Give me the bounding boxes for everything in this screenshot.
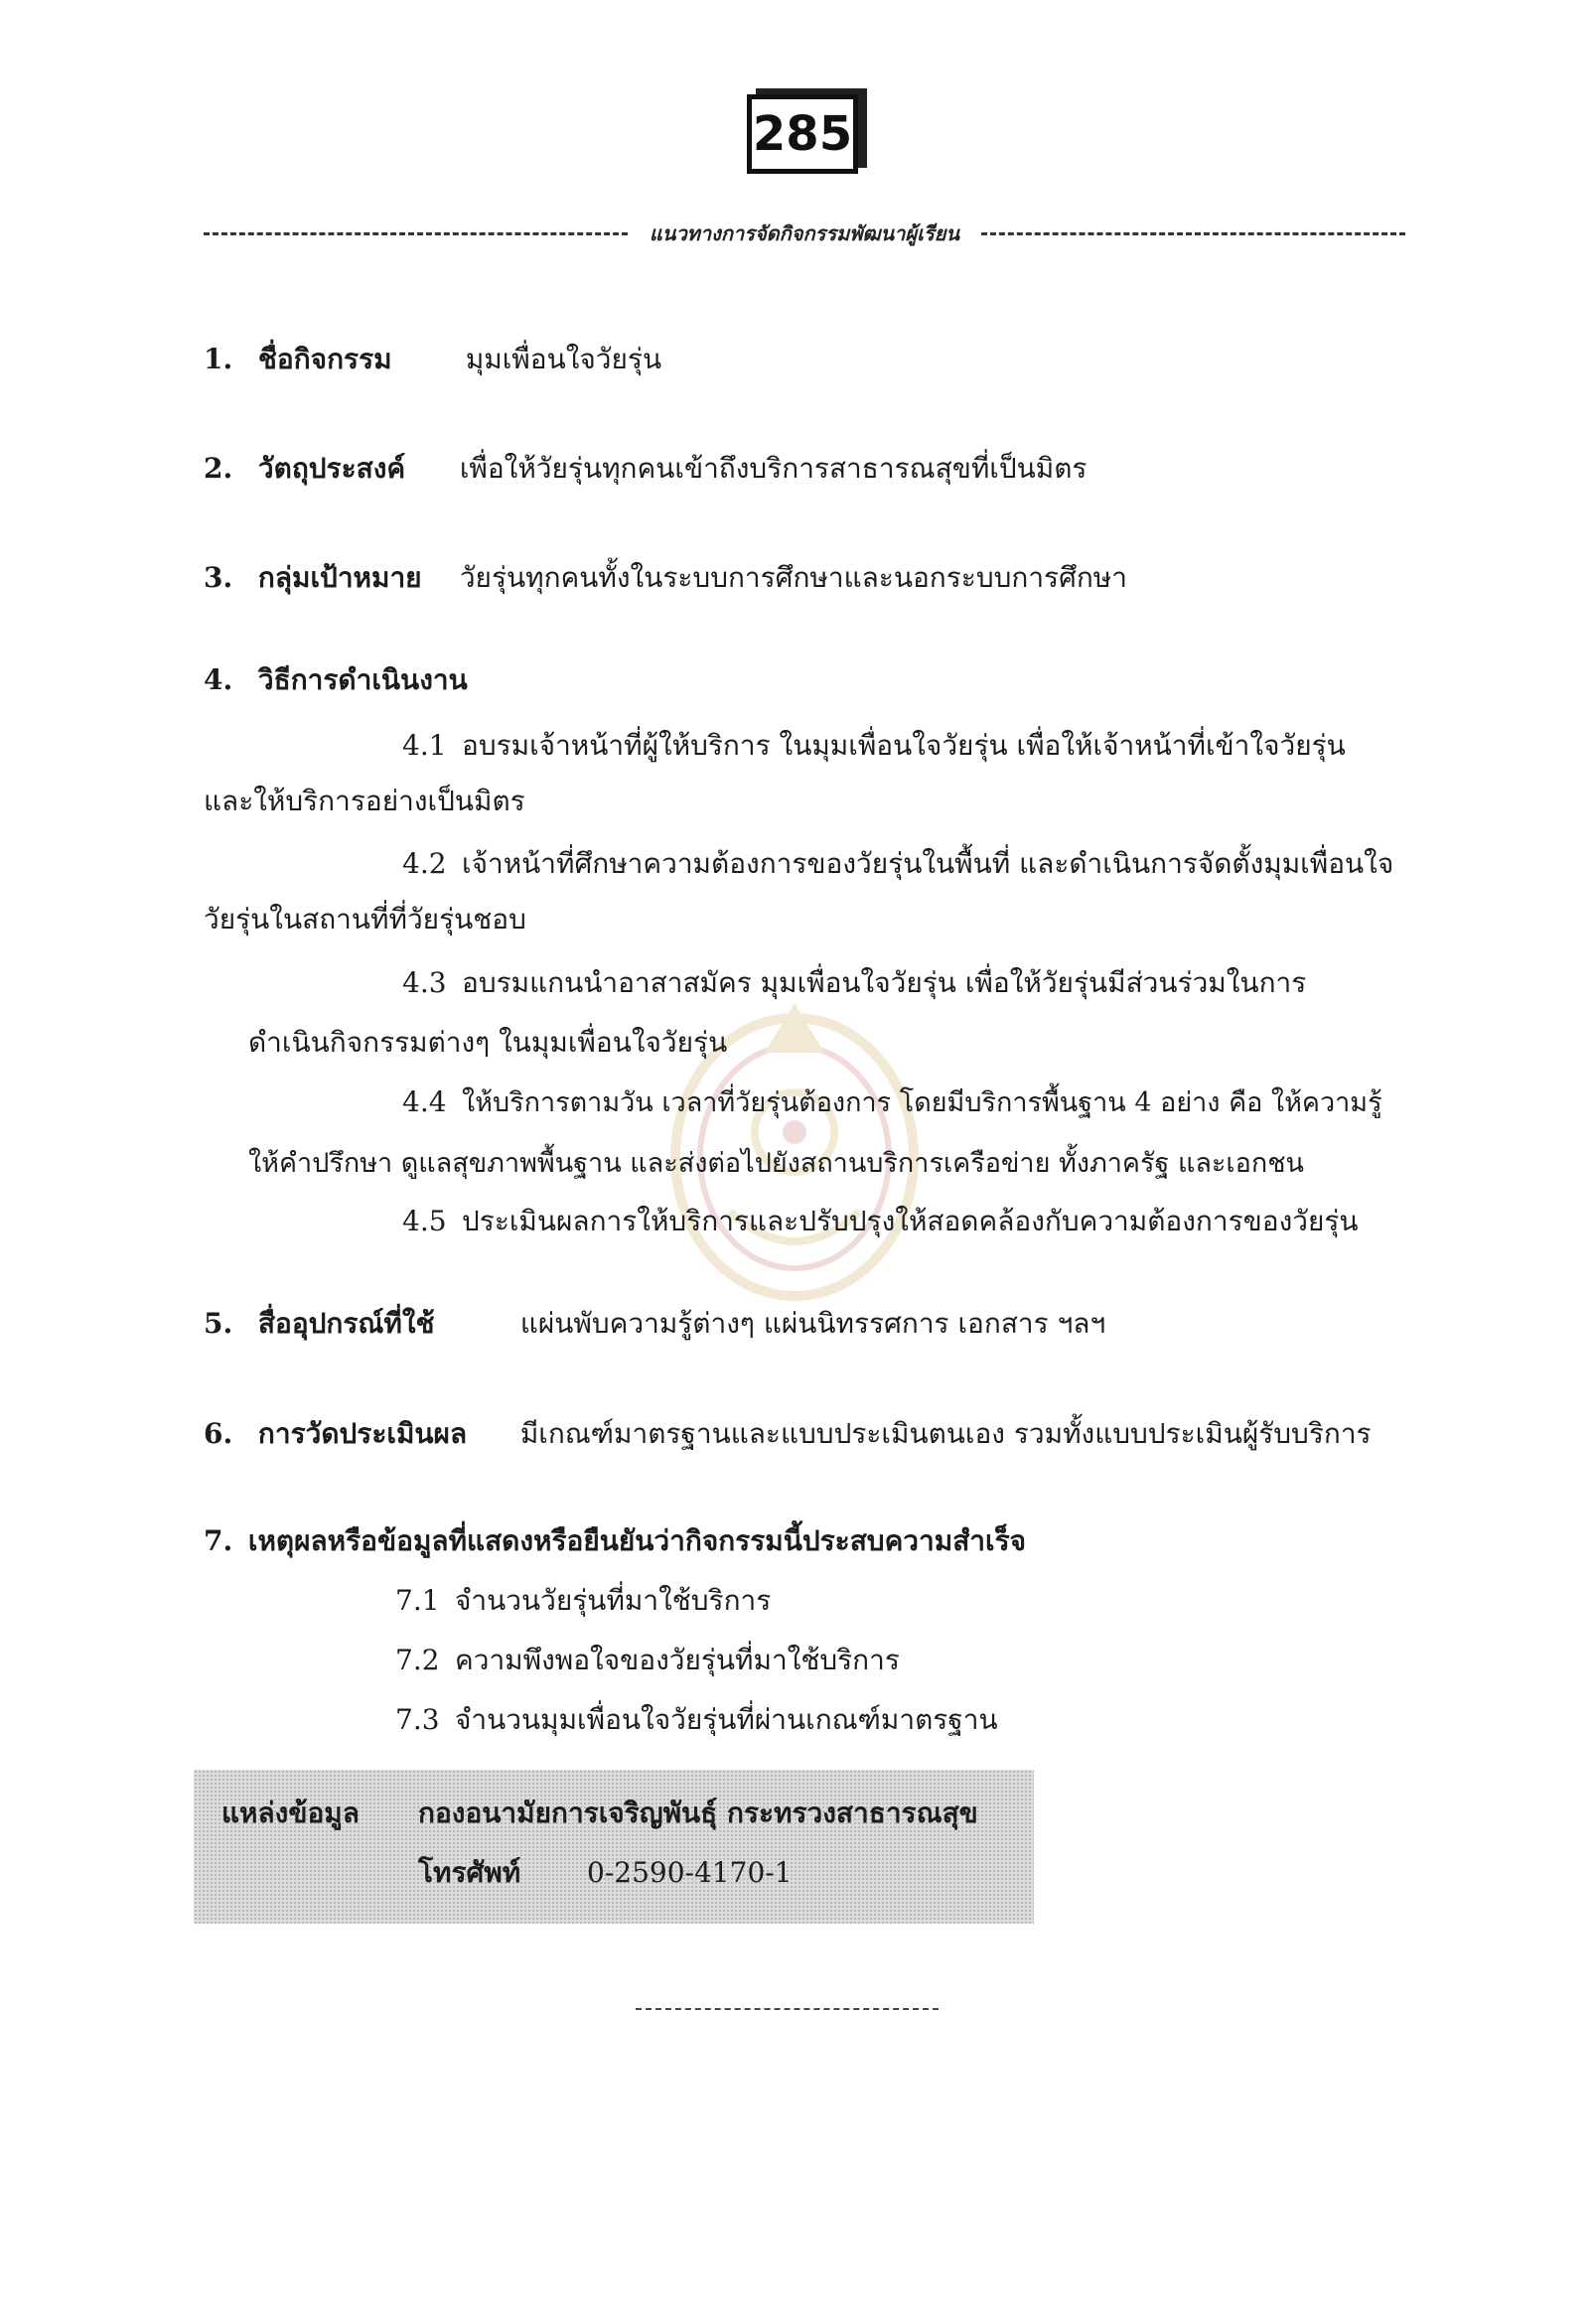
procedure-item-number: 4.5 — [402, 1205, 447, 1237]
list-item-number: 7.2 — [395, 1644, 440, 1676]
section-activity-name — [204, 340, 661, 379]
source-phone-label: โทรศัพท์ — [418, 1856, 521, 1889]
procedure-item-line2: และให้บริการอย่างเป็นมิตร — [204, 785, 525, 817]
section-label: วัตถุประสงค์ — [257, 452, 406, 485]
procedure-item-continuation — [248, 1144, 1304, 1184]
section-content: มีเกณฑ์มาตรฐานและแบบประเมินตนเอง รวมทั้งแบบประเมินผู้รับบริการ — [519, 1417, 1372, 1450]
procedure-item — [204, 1082, 1382, 1123]
end-divider — [636, 2008, 939, 2010]
source-info-box — [194, 1770, 1034, 1924]
procedure-item-line1: อบรมแกนนำอาสาสมัคร มุมเพื่อนใจวัยรุ่น เพื่อให้วัยรุ่นมีส่วนร่วมในการ — [462, 966, 1307, 999]
list-item — [395, 1641, 900, 1680]
section-number: 3. — [204, 561, 233, 594]
section-number: 5. — [204, 1307, 233, 1340]
procedure-item — [204, 1202, 1359, 1241]
section-success-evidence — [204, 1521, 1026, 1561]
section-label: การวัดประเมินผล — [257, 1417, 468, 1450]
section-content: วัยรุ่นทุกคนทั้งในระบบการศึกษาและนอกระบบการศึกษา — [459, 561, 1127, 594]
header-dash-left — [204, 232, 628, 235]
section-number: 2. — [204, 452, 233, 485]
procedure-item-line2: ให้คำปรึกษา ดูแลสุขภาพพื้นฐาน และส่งต่อไปยังสถานบริการเครือข่าย ทั้งภาครัฐ และเอกชน — [248, 1148, 1304, 1179]
procedure-item-line1: ประเมินผลการให้บริการและปรับปรุงให้สอดคล้องกับความต้องการของวัยรุ่น — [462, 1205, 1359, 1237]
section-label: ชื่อกิจกรรม — [257, 343, 392, 375]
section-content: เพื่อให้วัยรุ่นทุกคนเข้าถึงบริการสาธารณสุขที่เป็นมิตร — [459, 452, 1088, 485]
list-item-text: จำนวนวัยรุ่นที่มาใช้บริการ — [455, 1584, 772, 1617]
procedure-item-line2: ดำเนินกิจกรรมต่างๆ ในมุมเพื่อนใจวัยรุ่น — [248, 1026, 728, 1059]
running-header — [204, 218, 1405, 248]
section-content: มุมเพื่อนใจวัยรุ่น — [465, 343, 662, 375]
section-number: 7. — [204, 1524, 233, 1557]
section-procedure — [204, 660, 468, 700]
list-item — [395, 1700, 998, 1740]
procedure-item-continuation — [248, 1023, 727, 1063]
procedure-item-line2: วัยรุ่นในสถานที่ที่วัยรุ่นชอบ — [204, 903, 526, 936]
procedure-item-line1: อบรมเจ้าหน้าที่ผู้ให้บริการ ในมุมเพื่อนใจวัยรุ่น เพื่อให้เจ้าหน้าที่เข้าใจวัยรุ่น — [462, 729, 1346, 762]
source-phone: 0-2590-4170-1 — [587, 1856, 793, 1889]
section-content: แผ่นพับความรู้ต่างๆ แผ่นนิทรรศการ เอกสาร ฯลฯ — [519, 1307, 1106, 1340]
section-label: สื่ออุปกรณ์ที่ใช้ — [257, 1307, 435, 1340]
procedure-item-line1: เจ้าหน้าที่ศึกษาความต้องการของวัยรุ่นในพื้นที่ และดำเนินการจัดตั้งมุมเพื่อนใจ — [462, 847, 1394, 880]
source-label: แหล่งข้อมูล — [221, 1797, 360, 1829]
procedure-item — [204, 963, 1306, 1003]
source-org: กองอนามัยการเจริญพันธุ์ กระทรวงสาธารณสุข — [418, 1797, 978, 1829]
procedure-item-line1: ให้บริการตามวัน เวลาที่วัยรุ่นต้องการ โดยมีบริการพื้นฐาน 4 อย่าง คือ ให้ความรู้ — [462, 1087, 1382, 1118]
procedure-item-number: 4.3 — [402, 966, 447, 999]
header-dash-right — [981, 232, 1405, 235]
procedure-item-number: 4.4 — [402, 1085, 447, 1118]
list-item-number: 7.1 — [395, 1584, 440, 1617]
procedure-item-continuation — [204, 782, 525, 821]
list-item-text: ความพึงพอใจของวัยรุ่นที่มาใช้บริการ — [455, 1644, 900, 1676]
section-evaluation — [204, 1414, 1372, 1454]
procedure-item — [204, 844, 1393, 884]
section-label: เหตุผลหรือข้อมูลที่แสดงหรือยืนยันว่ากิจกรรมนี้ประสบความสำเร็จ — [247, 1524, 1027, 1557]
procedure-item — [204, 726, 1346, 766]
procedure-item-continuation — [204, 900, 526, 939]
procedure-item-number: 4.1 — [402, 729, 447, 762]
list-item-text: จำนวนมุมเพื่อนใจวัยรุ่นที่ผ่านเกณฑ์มาตรฐาน — [455, 1703, 998, 1736]
section-label: กลุ่มเป้าหมาย — [257, 561, 422, 594]
header-text: แนวทางการจัดกิจกรรมพัฒนาผู้เรียน — [649, 221, 960, 245]
source-org-row — [221, 1794, 978, 1833]
section-objective — [204, 449, 1087, 489]
section-number: 4. — [204, 663, 233, 696]
section-number: 6. — [204, 1417, 233, 1450]
section-materials — [204, 1304, 1105, 1344]
source-phone-row — [418, 1853, 793, 1893]
list-item-number: 7.3 — [395, 1703, 440, 1736]
section-target-group — [204, 558, 1127, 598]
procedure-item-number: 4.2 — [402, 847, 447, 880]
section-number: 1. — [204, 343, 233, 375]
list-item — [395, 1581, 771, 1621]
section-label: วิธีการดำเนินงาน — [257, 663, 468, 696]
page-number: 285 — [747, 94, 858, 174]
